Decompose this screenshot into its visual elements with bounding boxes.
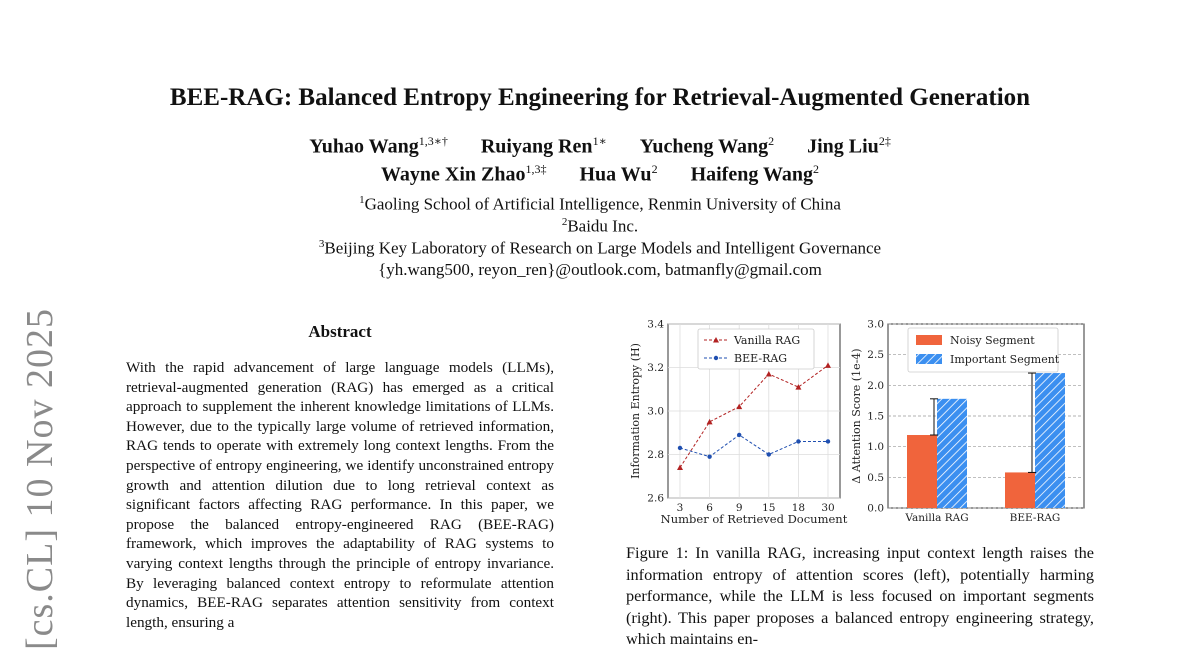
y-tick-label: 3.0 bbox=[647, 405, 664, 418]
x-tick-label: 15 bbox=[762, 502, 776, 514]
author-list-row-1 bbox=[0, 134, 1200, 159]
entropy-line-chart bbox=[626, 316, 848, 528]
y-tick-label: 2.0 bbox=[867, 379, 884, 392]
data-point bbox=[678, 446, 682, 450]
attention-bar-chart bbox=[846, 316, 1098, 528]
y-tick-label: 0.5 bbox=[867, 471, 884, 484]
abstract-heading: Abstract bbox=[308, 322, 372, 341]
legend-swatch bbox=[916, 335, 942, 345]
legend-label: BEE-RAG bbox=[734, 352, 788, 365]
paper-title: BEE-RAG: Balanced Entropy Engineering for Retrieval-Augmented Generation bbox=[169, 84, 1031, 111]
legend-swatch bbox=[916, 354, 942, 364]
x-axis-label: Number of Retrieved Document bbox=[660, 512, 848, 526]
data-point bbox=[707, 454, 711, 458]
author: Jing Liu$^{2\ddagger}$ bbox=[807, 134, 891, 158]
author: Yucheng Wang$^2$ bbox=[639, 134, 775, 158]
x-tick-label: BEE-RAG bbox=[1009, 512, 1061, 524]
legend-label: Noisy Segment bbox=[950, 334, 1035, 347]
y-tick-label: 3.0 bbox=[867, 318, 884, 331]
y-tick-label: 3.4 bbox=[647, 318, 664, 331]
affiliation: $^2$Baidu Inc. bbox=[561, 216, 639, 236]
y-tick-label: 2.5 bbox=[867, 349, 884, 362]
arxiv-side-stamp: [cs.CL] 10 Nov 2025 bbox=[19, 308, 61, 650]
author-list-row-2 bbox=[0, 162, 1200, 187]
x-tick-label: Vanilla RAG bbox=[905, 512, 969, 524]
y-tick-label: 2.8 bbox=[647, 449, 664, 461]
legend-label: Important Segment bbox=[950, 353, 1060, 366]
data-point bbox=[737, 433, 741, 437]
bar bbox=[937, 399, 967, 508]
data-point bbox=[796, 439, 800, 443]
affiliation: $^1$Gaoling School of Artificial Intelligence, Renmin University of China bbox=[359, 194, 841, 214]
x-tick-label: 18 bbox=[791, 502, 806, 514]
affiliation: $^3$Beijing Key Laboratory of Research on Large Models and Intelligent Governance bbox=[318, 238, 882, 258]
x-tick-label: 30 bbox=[821, 502, 835, 514]
legend-label: Vanilla RAG bbox=[734, 334, 801, 347]
figure-caption: Figure 1: In vanilla RAG, increasing input context length raises the information entropy of attention scores (left), potentially harming performance, while the LLM is less focused on important segments (right). This paper proposes a balanced entropy engineering strategy, which maintains en- bbox=[626, 543, 1094, 648]
x-tick-label: 9 bbox=[735, 502, 743, 514]
data-point bbox=[767, 452, 771, 456]
y-axis-label: Information Entropy (H) bbox=[629, 343, 642, 479]
y-tick-label: 2.6 bbox=[647, 492, 664, 505]
author: Haifeng Wang$^2$ bbox=[690, 162, 819, 186]
bar bbox=[907, 435, 937, 508]
author: Ruiyang Ren$^{1∗}$ bbox=[480, 134, 607, 158]
data-point bbox=[826, 439, 830, 443]
bar bbox=[1035, 373, 1065, 508]
author: Wayne Xin Zhao$^{1,3\ddagger}$ bbox=[380, 162, 547, 186]
bar bbox=[1005, 472, 1035, 508]
y-tick-label: 0.0 bbox=[867, 502, 884, 515]
abstract-text: With the rapid advancement of large language models (LLMs), retrieval-augmented generation (RAG) has emerged as a critical approach to supplement the inherent knowledge limitations of LLMs. However, due to the typically large volume of retrieved information, RAG tends to operate with extremely long context lengths. From the perspective of entropy engineering, we identify unconstrained entropy growth and attention dilution due to long retrieval context as significant factors affecting RAG performance. In this paper, we propose the balanced entropy-engineered RAG (BEE-RAG) framework, which improves the adaptability of RAG systems to varying context lengths through the principle of entropy invariance. By leveraging balanced context entropy to reformulate attention dynamics, BEE-RAG separates attention sensitivity from context length, ensuring a bbox=[126, 359, 554, 631]
y-tick-label: 3.2 bbox=[647, 362, 664, 374]
y-axis-label: Δ Attention Score (1e-4) bbox=[850, 348, 863, 484]
x-tick-label: 6 bbox=[706, 502, 713, 514]
y-tick-label: 1.0 bbox=[867, 441, 884, 454]
x-tick-label: 3 bbox=[676, 502, 684, 514]
author-emails: {yh.wang500, reyon_ren}@outlook.com, batmanfly@gmail.com bbox=[378, 260, 822, 279]
author: Hua Wu$^2$ bbox=[579, 162, 658, 186]
author: Yuhao Wang$^{1,3∗\dagger}$ bbox=[309, 134, 448, 158]
legend-marker bbox=[714, 356, 718, 360]
y-tick-label: 1.5 bbox=[867, 410, 884, 423]
